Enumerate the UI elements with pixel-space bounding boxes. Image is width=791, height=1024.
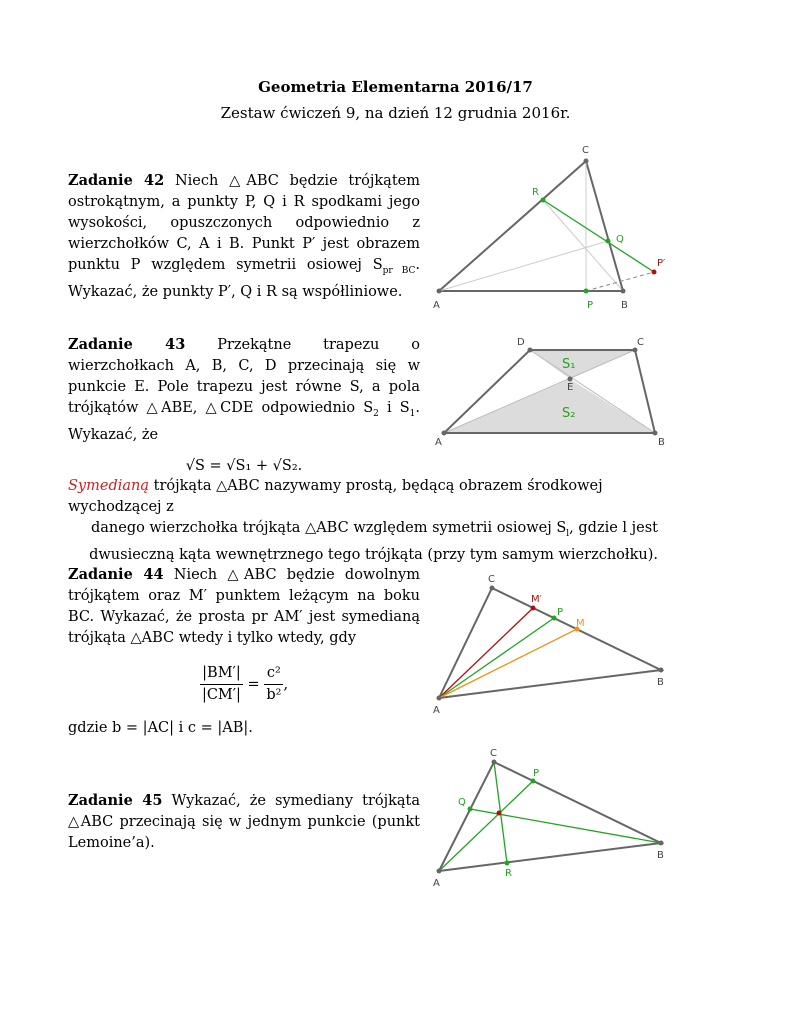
page-subtitle: Zestaw ćwiczeń 9, na dzień 12 grudnia 2016r. [220,104,571,122]
task-42-label: Zadanie 42 [68,172,165,189]
fig42-label-B: B [621,300,628,311]
definition-term: Symedianą [68,478,150,494]
task-42 [68,170,420,303]
fig43-label-C: C [637,337,644,348]
task-45 [68,790,420,854]
task-44-after: gdzie b = |AC| i c = |AB|. [68,720,253,736]
fig42-label-P1: P′ [657,258,666,269]
task-44-label: Zadanie 44 [68,566,164,583]
symmedian-definition: Symedianą trójkąta △ABC nazywamy prostą, będącą obrazem środkowej wychodzącej z danego wierzchołka trójkąta △ABC względem symetrii osiowej $S_l$, gdzie l jest dwusieczną kąta wewnętrznego tego trójkąta (przy tym samym wierzchołku). [68,478,658,563]
task-43-label: Zadanie 43 [68,336,186,353]
fig45-label-B: B [657,850,664,861]
fig43-label-E: E [567,382,574,393]
fig44-label-B: B [657,677,664,688]
fig45-label-Q: Q [458,797,466,808]
page-title: Geometria Elementarna 2016/17 [258,78,533,96]
fig44-label-P: P [557,607,564,618]
fig44-label-M1: M′ [531,594,542,605]
task-45-text: Wykazać, że symediany trójkąta △ABC przecinają się w jednym punkcie (punkt Lemoine’a). [68,793,420,851]
fig45-label-C: C [490,748,497,759]
task-44-figure [425,570,685,720]
task-45-figure [425,745,685,890]
fig45-label-A: A [433,878,440,889]
task-42-sub: pr BC [382,265,416,276]
fig43-label-S1: S₁ [562,357,576,372]
fig42-label-C: C [582,145,589,156]
task-43-text: Przekątne trapezu o wierzchołkach A, B, C, D przecinają się w punkcie E. Pole trapezu jest równe S, a pola trójkątów △ABE, △CDE odpowiednio S [68,337,421,416]
fig44-label-A: A [433,705,440,716]
fig44-label-C: C [488,574,495,585]
task-43-figure [430,335,680,450]
fig45-label-P: P [533,768,540,779]
task-43-equation: √S = √S₁ + √S₂. [185,457,303,474]
fig42-label-P: P [587,300,594,311]
task-44-text: Niech △ABC będzie dowolnym trójkątem oraz M′ punktem leżącym na boku BC. Wykazać, że prosta pr AM′ jest symedianą trójkąta △ABC wtedy i tylko wtedy, gdy [68,567,420,646]
task-43: Zadanie 43 Przekątne trapezu o wierzchołkach A, B, C, D przecinają się w punkcie E. Pole trapezu jest równe S, a pola trójkątów △ABE, △CDE odpowiednio $S_2$ i $S_1$. Wykazać, że √S = √S₁ + √S₂. [68,334,420,487]
fig42-label-Q: Q [616,234,624,245]
task-44-equation: $\frac{|BM'|}{|CM'|}$ = $\frac{\text{c²}}{\text{b²}}$ , [201,665,289,703]
fig43-label-B: B [658,437,665,448]
fig42-label-A: A [433,300,440,311]
fig43-label-S2: S₂ [562,406,576,421]
fig43-label-D: D [517,337,525,348]
fig42-label-R: R [532,187,539,198]
fig43-label-A: A [435,437,442,448]
task-42-text-end: . Wykazać, że punkty P′, Q i R są współliniowe. [68,257,421,300]
task-42-figure [425,140,685,315]
task-45-label: Zadanie 45 [68,792,163,809]
task-42-text: Niech △ABC będzie trójkątem ostrokątnym, a punkty P, Q i R spodkami jego wysokości, opuszczonych odpowiednio z wierzchołków C, A i B. Punkt P′ jest obrazem punktu P względem symetrii osiowej S [68,173,420,273]
fig45-label-R: R [505,868,512,879]
task-44 [68,564,420,739]
fig44-label-M: M [576,618,585,629]
